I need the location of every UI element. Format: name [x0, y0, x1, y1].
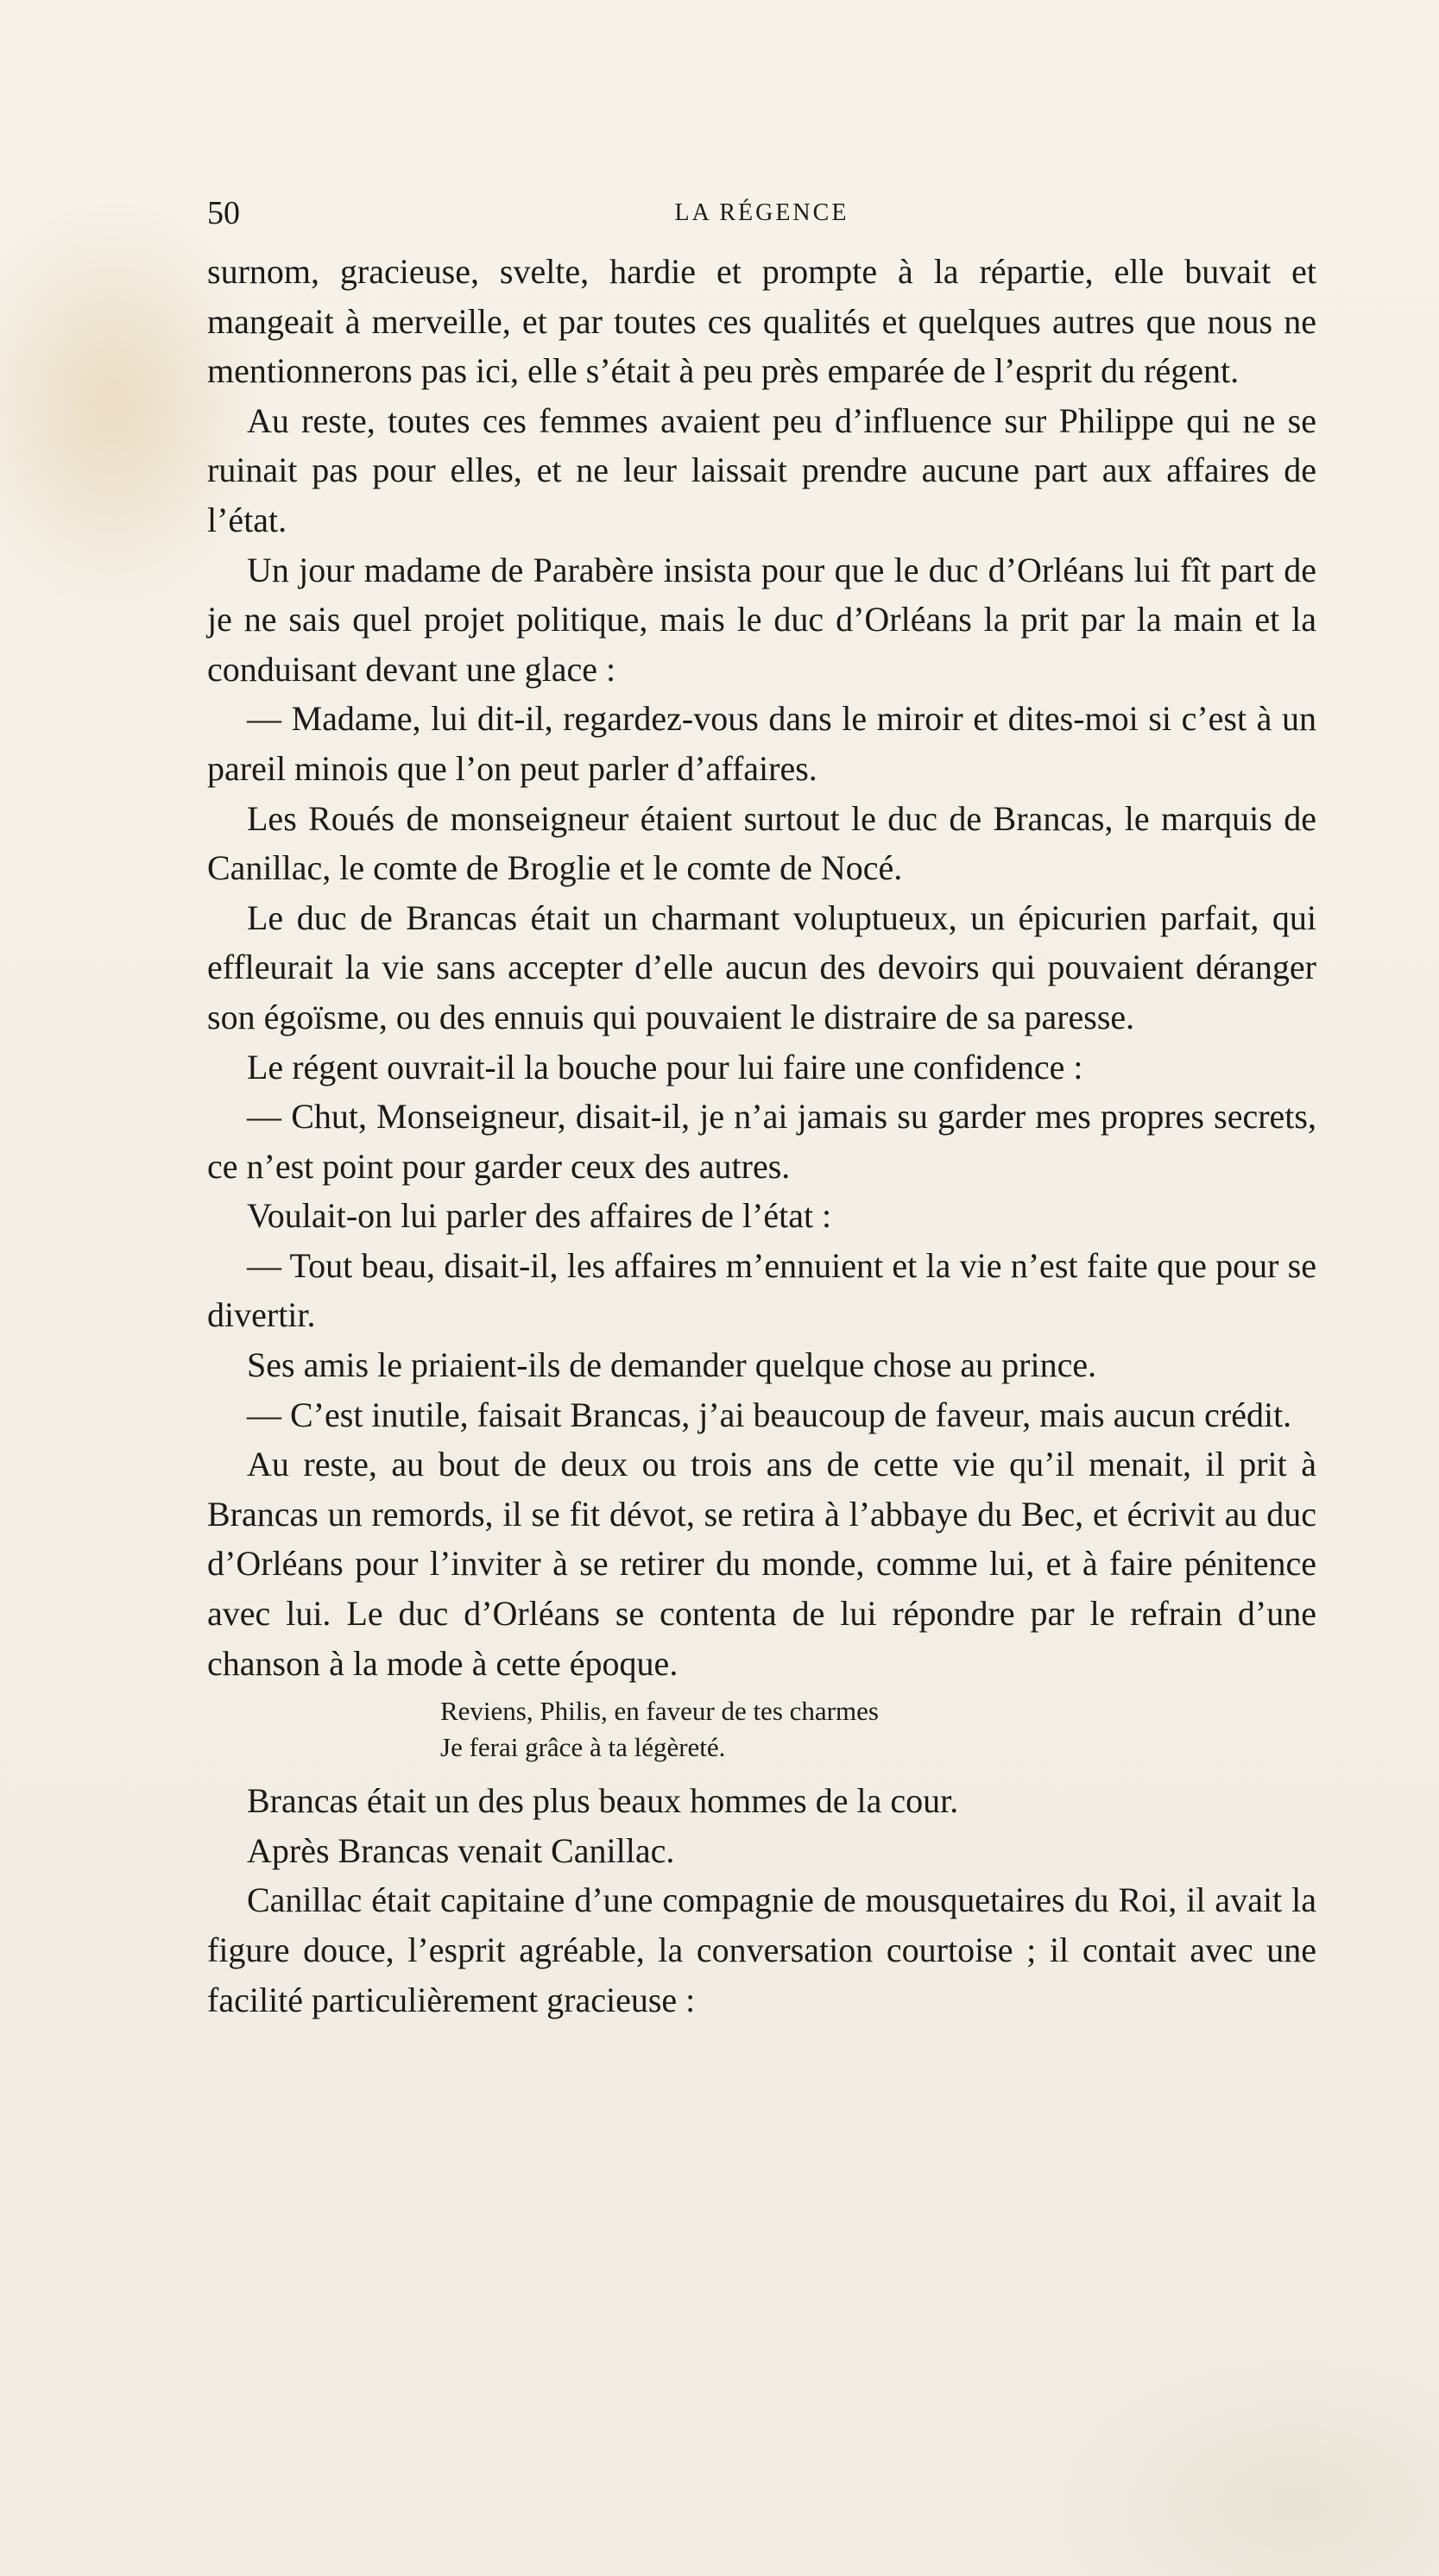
- paragraph: Un jour madame de Parabère insista pour que le duc d’Orléans lui fît part de je ne sais quel projet politique, mais le duc d’Orléans la prit par la main et la conduisant devant une glace :: [207, 550, 1316, 689]
- page-header: [207, 192, 1316, 235]
- page-number: 50: [207, 195, 240, 231]
- running-title: LA RÉGENCE: [674, 199, 849, 226]
- quote-line: Reviens, Philis, en faveur de tes charmes: [440, 1696, 879, 1727]
- paragraph: Canillac était capitaine d’une compagnie de mousquetaires du Roi, il avait la figure douce, l’esprit agréable, la conversation courtoise ; il contait avec une facilité particulièrement gracieuse :: [207, 1880, 1316, 2019]
- paragraph: Brancas était un des plus beaux hommes de la cour.: [247, 1781, 959, 1821]
- quote-line: Je ferai grâce à ta légèreté.: [440, 1732, 726, 1763]
- paragraph: Au reste, au bout de deux ou trois ans de cette vie qu’il menait, il prit à Brancas un remords, il se fit dévot, se retira à l’abbaye du Bec, et écrivit au duc d’Orléans pour l’inviter à se retirer du monde, comme lui, et à faire pénitence avec lui. Le duc d’Orléans se contenta de lui répondre par le refrain d’une chanson à la mode à cette époque.: [207, 1445, 1316, 1683]
- paragraph: Après Brancas venait Canillac.: [247, 1830, 675, 1870]
- paragraph: Au reste, toutes ces femmes avaient peu d’influence sur Philippe qui ne se ruinait pas pour elles, et ne leur laissait prendre aucune part aux affaires de l’état.: [207, 400, 1316, 539]
- paragraph: Les Roués de monseigneur étaient surtout le duc de Brancas, le marquis de Canillac, le comte de Broglie et le comte de Nocé.: [207, 798, 1316, 888]
- paragraph: — Madame, lui dit-il, regardez-vous dans le miroir et dites-moi si c’est à un pareil minois que l’on peut parler d’affaires.: [207, 699, 1316, 788]
- paragraph: Le régent ouvrait-il la bouche pour lui faire une confidence :: [247, 1047, 1083, 1086]
- paragraph: — Tout beau, disait-il, les affaires m’ennuient et la vie n’est faite que pour se divertir.: [207, 1245, 1316, 1335]
- paragraph: — Chut, Monseigneur, disait-il, je n’ai jamais su garder mes propres secrets, ce n’est point pour garder ceux des autres.: [207, 1097, 1316, 1186]
- paragraph: Ses amis le priaient-ils de demander quelque chose au prince.: [247, 1345, 1097, 1385]
- paragraph: Voulait-on lui parler des affaires de l’état :: [247, 1196, 832, 1236]
- paragraph-continuation: surnom, gracieuse, svelte, hardie et prompte à la répartie, elle buvait et mangeait à merveille, et par toutes ces qualités et quelques autres que nous ne mentionnerons pas ici, elle s’était à peu près emparée de l’esprit du régent.: [207, 252, 1316, 391]
- paragraph: Le duc de Brancas était un charmant voluptueux, un épicurien parfait, qui effleurait la vie sans accepter d’elle aucun des devoirs qui pouvaient déranger son égoïsme, ou des ennuis qui pouvaient le distraire de sa paresse.: [207, 898, 1316, 1036]
- paragraph: — C’est inutile, faisait Brancas, j’ai beaucoup de faveur, mais aucun crédit.: [247, 1395, 1292, 1434]
- body-text: [207, 247, 1316, 2025]
- song-quote: [207, 1693, 1316, 1766]
